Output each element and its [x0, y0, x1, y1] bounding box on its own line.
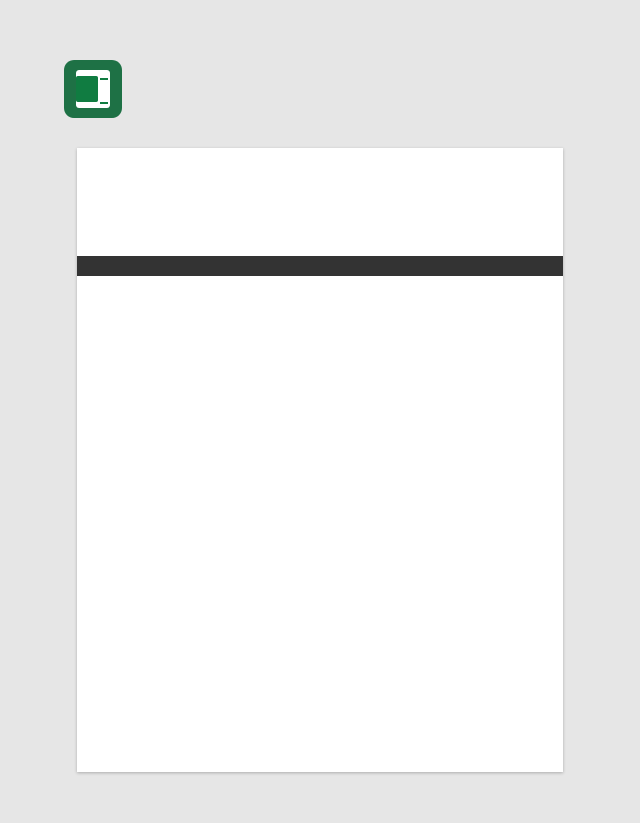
- table-header-band: [77, 256, 563, 276]
- excel-letter: [76, 76, 98, 102]
- excel-icon: [64, 60, 122, 118]
- page-header: [0, 0, 640, 140]
- form-sheet: [77, 148, 563, 772]
